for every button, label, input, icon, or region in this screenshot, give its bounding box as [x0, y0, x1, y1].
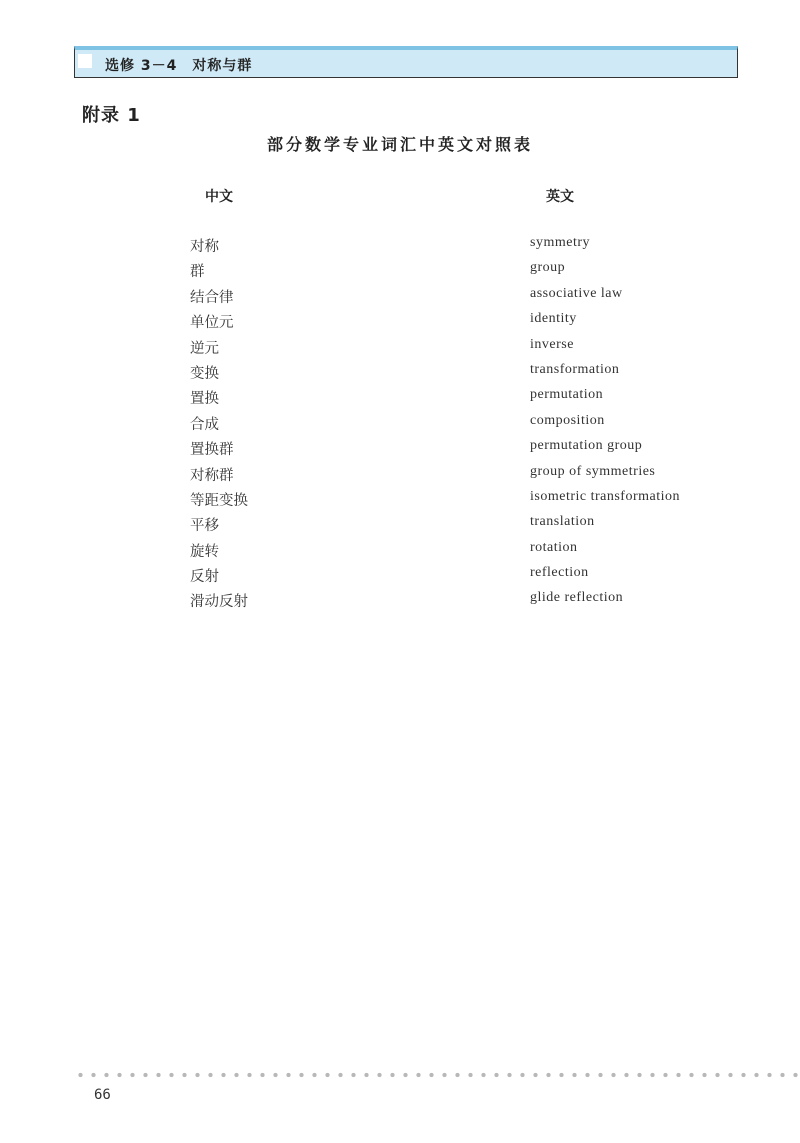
term-english: composition: [530, 412, 605, 428]
glossary-row: [0, 362, 800, 387]
glossary-row: [0, 514, 800, 539]
term-chinese: 对称: [190, 239, 219, 255]
term-chinese: 置换: [190, 391, 219, 408]
glossary-row: [0, 464, 800, 489]
term-english: group of symmetries: [530, 463, 656, 479]
term-english: reflection: [530, 565, 589, 581]
term-chinese: 对称群: [190, 467, 234, 484]
term-chinese: 反射: [190, 569, 219, 586]
glossary-row: [0, 438, 800, 463]
term-english: transformation: [530, 361, 620, 377]
term-english: glide reflection: [530, 590, 624, 606]
chapter-header-text: 选修 3－4 对称与群: [105, 58, 253, 74]
glossary-row: [0, 311, 800, 336]
glossary-row: [0, 413, 800, 438]
term-chinese: 单位元: [190, 315, 234, 332]
glossary-row: [0, 565, 800, 590]
term-chinese: 变换: [190, 365, 219, 382]
glossary-rows: [0, 235, 800, 616]
term-chinese: 滑动反射: [190, 594, 248, 611]
glossary-row: [0, 590, 800, 615]
term-english: permutation: [530, 387, 604, 403]
column-header-chinese: 中文: [205, 189, 233, 205]
term-english: permutation group: [530, 438, 643, 454]
header-square-icon: [78, 54, 92, 68]
chapter-header-band: [74, 46, 738, 78]
glossary-row: [0, 387, 800, 412]
term-chinese: 结合律: [190, 289, 234, 306]
term-english: group: [530, 260, 566, 276]
glossary-table-title: 部分数学专业词汇中英文对照表: [266, 135, 533, 154]
term-chinese: 平移: [190, 518, 219, 535]
glossary-row: [0, 489, 800, 514]
term-english: inverse: [530, 336, 574, 352]
term-english: translation: [530, 514, 595, 530]
term-chinese: 合成: [190, 416, 219, 433]
term-chinese: 置换群: [190, 442, 234, 459]
term-english: associative law: [530, 285, 623, 301]
glossary-row: [0, 337, 800, 362]
term-english: symmetry: [530, 235, 590, 250]
footer-dotted-rule: [74, 1072, 800, 1078]
term-chinese: 旋转: [190, 543, 219, 560]
glossary-row: [0, 540, 800, 565]
page-number: 66: [94, 1087, 111, 1103]
term-chinese: 等距变换: [190, 492, 248, 509]
term-english: isometric transformation: [530, 488, 681, 504]
glossary-row: [0, 286, 800, 311]
appendix-title: 附录 1: [82, 105, 141, 126]
column-header-english: 英文: [546, 189, 574, 205]
term-english: identity: [530, 311, 577, 327]
glossary-row: [0, 235, 800, 260]
term-chinese: 群: [190, 264, 205, 281]
term-english: rotation: [530, 539, 578, 555]
glossary-row: [0, 260, 800, 285]
term-chinese: 逆元: [190, 340, 219, 357]
